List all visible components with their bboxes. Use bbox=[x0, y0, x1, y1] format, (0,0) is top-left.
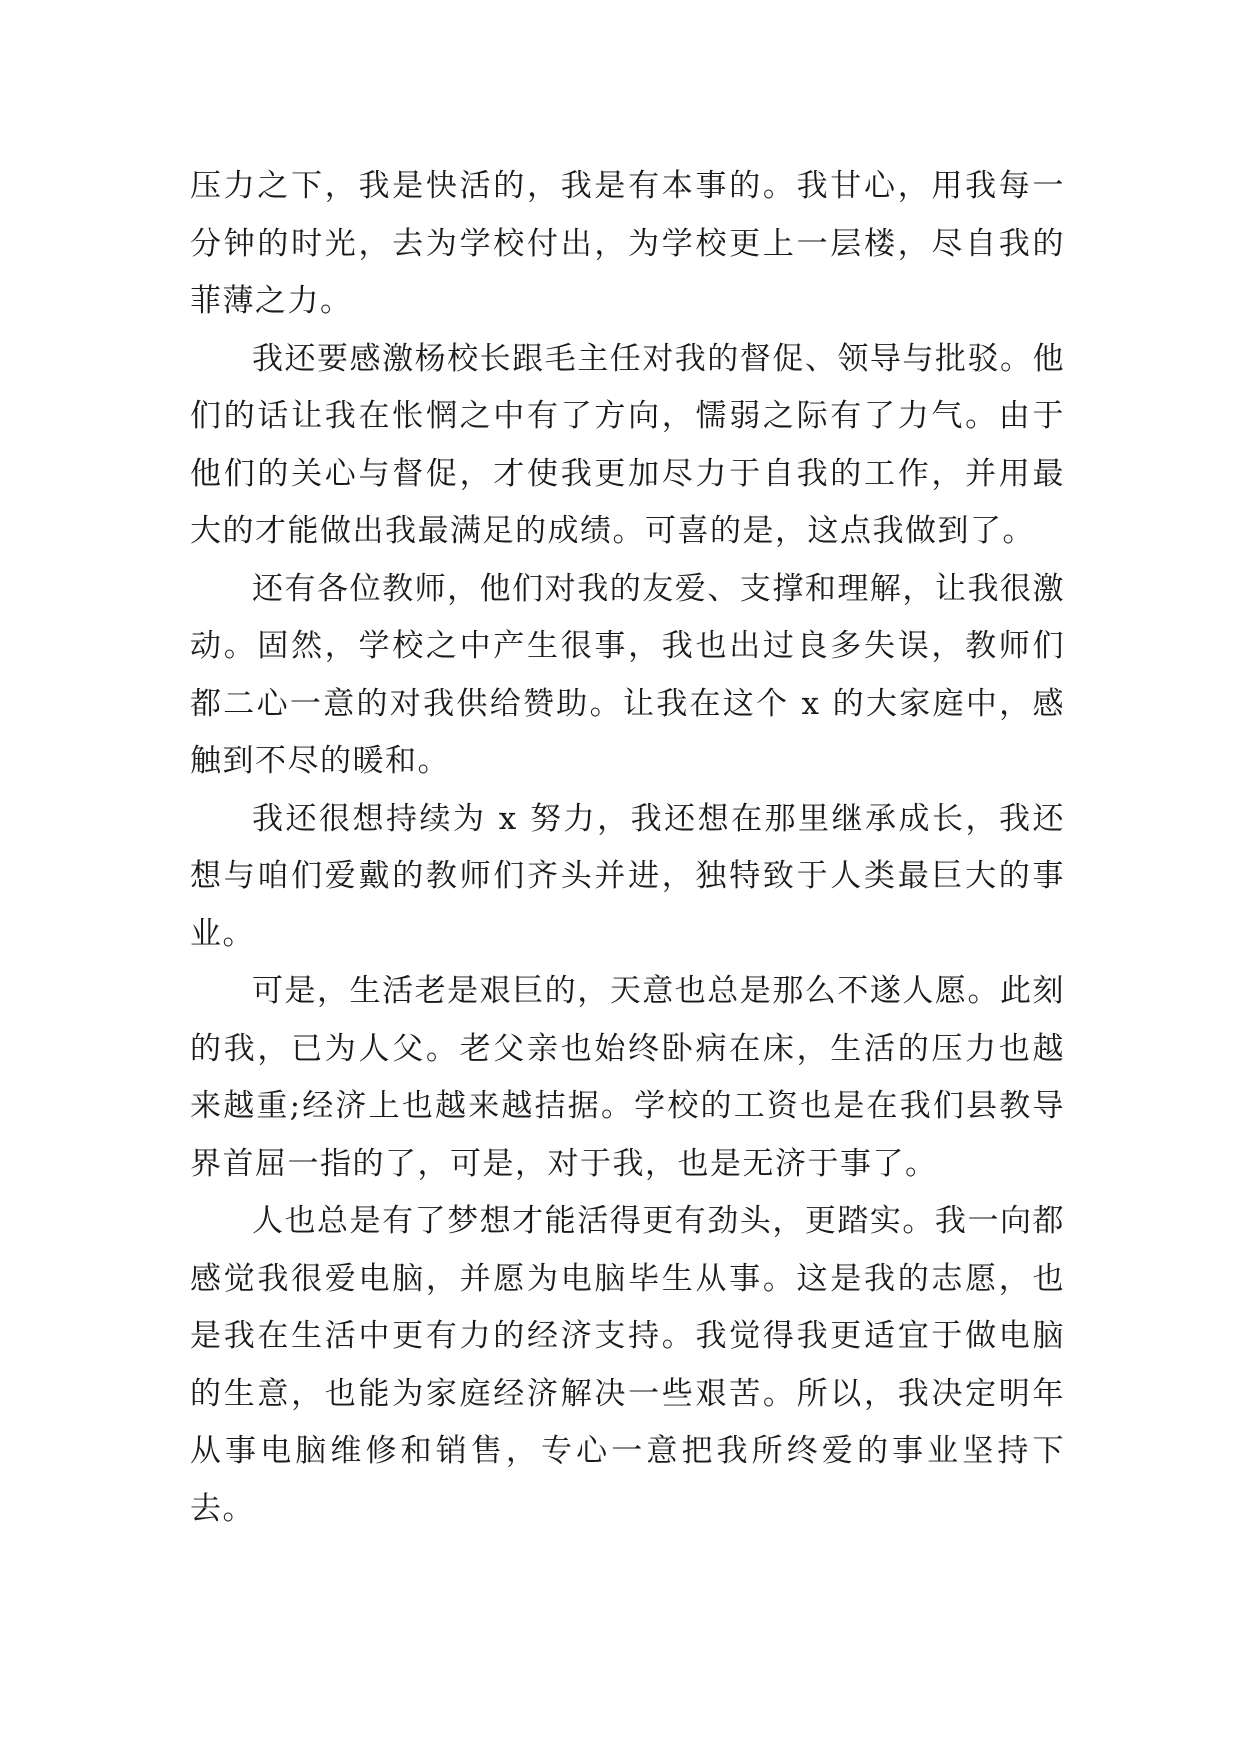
paragraph-1: 压力之下，我是快活的，我是有本事的。我甘心，用我每一分钟的时光，去为学校付出，为学校更上一层楼，尽自我的菲薄之力。 bbox=[190, 168, 1065, 319]
paragraph-6: 人也总是有了梦想才能活得更有劲头，更踏实。我一向都感觉我很爱电脑，并愿为电脑毕生从事。这是我的志愿，也是我在生活中更有力的经济支持。我觉得我更适宜于做电脑的生意，也能为家庭经济解决一些艰苦。所以，我决定明年从事电脑维修和销售，专心一意把我所终爱的事业坚持下去。 bbox=[190, 1203, 1065, 1527]
paragraph-4: 我还很想持续为 x 努力，我还想在那里继承成长，我还想与咱们爱戴的教师们齐头并进，独特致于人类最巨大的事业。 bbox=[190, 800, 1065, 952]
document-body bbox=[190, 158, 1065, 1538]
paragraph-3: 还有各位教师，他们对我的友爱、支撑和理解，让我很激动。固然，学校之中产生很事，我也出过良多失误，教师们都二心一意的对我供给赞助。让我在这个 x 的大家庭中，感触到不尽的暖和。 bbox=[190, 570, 1065, 779]
paragraph-5: 可是，生活老是艰巨的，天意也总是那么不遂人愿。此刻的我，已为人父。老父亲也始终卧病在床，生活的压力也越来越重;经济上也越来越拮据。学校的工资也是在我们县教导界首屈一指的了，可是，对于我，也是无济于事了。 bbox=[190, 973, 1065, 1182]
paragraph-2: 我还要感激杨校长跟毛主任对我的督促、领导与批驳。他们的话让我在怅惘之中有了方向，懦弱之际有了力气。由于他们的关心与督促，才使我更加尽力于自我的工作，并用最大的才能做出我最满足的成绩。可喜的是，这点我做到了。 bbox=[190, 340, 1065, 549]
